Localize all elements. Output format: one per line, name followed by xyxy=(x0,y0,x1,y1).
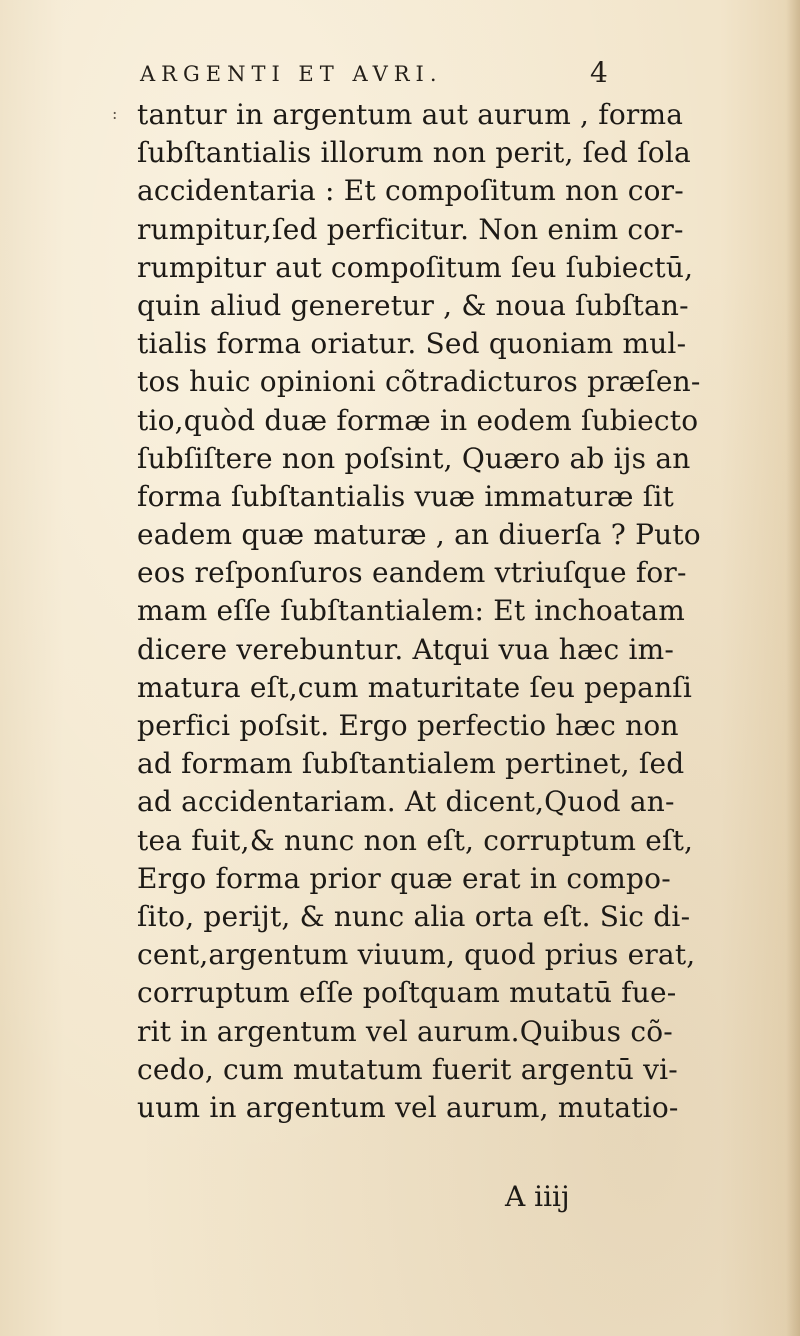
text-line: ad accidentariam. At dicent,Quod an- xyxy=(137,785,675,819)
text-line: ſito, perijt, & nunc alia orta eſt. Sic di- xyxy=(137,899,691,933)
text-line: mam eſſe ſubſtantialem: Et inchoatam xyxy=(137,594,685,628)
page-edge-shadow xyxy=(786,0,800,1336)
text-line: ad formam ſubſtantialem pertinet, ſed xyxy=(137,747,685,781)
text-line: tantur in argentum aut aurum , forma xyxy=(137,98,684,131)
page-header xyxy=(140,56,620,96)
text-line: rumpitur,ſed perficitur. Non enim cor- xyxy=(137,212,684,246)
text-line: tea fuit,& nunc non eſt, corruptum eſt, xyxy=(137,823,694,857)
text-line: cedo, cum mutatum fuerit argentū vi- xyxy=(137,1052,678,1086)
text-line: uum in argentum vel aurum, mutatio- xyxy=(137,1090,679,1124)
folio-number: 4 xyxy=(590,56,608,89)
text-line: corruptum eſſe poſtquam mutatū fue- xyxy=(137,976,677,1010)
text-line: tos huic opinioni cõtradicturos præſen- xyxy=(137,365,701,399)
text-line: rumpitur aut compoſitum ſeu ſubiectū, xyxy=(137,250,694,284)
text-line: tio,quòd duæ formæ in eodem ſubiecto xyxy=(137,403,699,437)
text-line: quin aliud generetur , & noua ſubſtan- xyxy=(137,288,689,322)
body-text xyxy=(137,96,777,1127)
text-line: matura eſt,cum maturitate ſeu pepanſi xyxy=(137,670,693,704)
text-line: eos reſponſuros eandem vtriuſque for- xyxy=(137,556,687,590)
signature-mark: A iiij xyxy=(505,1180,570,1213)
text-line: rit in argentum vel aurum.Quibus cõ- xyxy=(137,1014,673,1048)
text-line: tialis forma oriatur. Sed quoniam mul- xyxy=(137,327,687,361)
text-line: ſubſtantialis illorum non perit, ſed ſola xyxy=(137,136,691,170)
text-line: accidentaria : Et compoſitum non cor- xyxy=(137,174,684,208)
text-line: ſubſiſtere non poſsint, Quæro ab ijs an xyxy=(137,441,691,475)
running-head: ARGENTI ET AVRI. xyxy=(140,62,443,86)
text-line: Ergo forma prior quæ erat in compo- xyxy=(137,861,671,895)
text-line: cent,argentum viuum, quod prius erat, xyxy=(137,938,696,972)
text-line: dicere verebuntur. Atqui vua hæc im- xyxy=(137,632,675,666)
text-line: perfici poſsit. Ergo perfectio hæc non xyxy=(137,709,679,742)
margin-mark: : xyxy=(112,104,118,123)
text-line: eadem quæ maturæ , an diuerſa ? Puto xyxy=(137,518,701,552)
text-line: forma ſubſtantialis vuæ immaturæ ſit xyxy=(137,479,674,513)
